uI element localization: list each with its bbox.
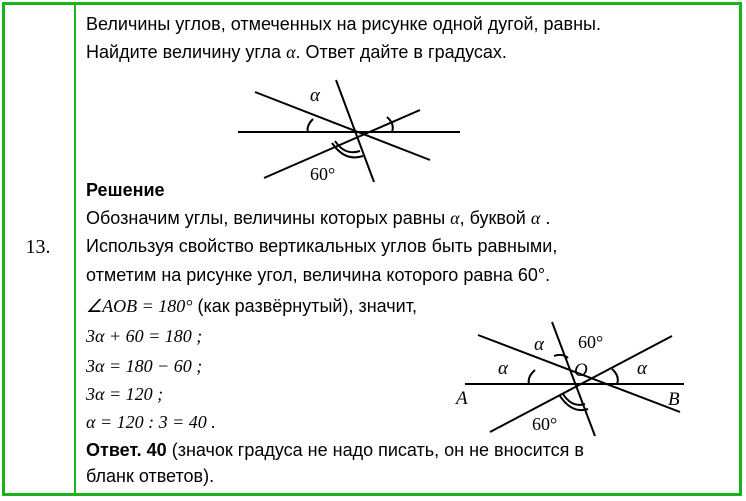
figure2-angle-label-bottom: 60° (532, 414, 558, 434)
solution-line4-text: (как развёрнутый), значит, (197, 296, 417, 316)
equation-1: 3α + 60 = 180 ; (86, 326, 203, 346)
solution-line1-alpha1: α (450, 208, 460, 228)
solution-line1-b: , буквой (459, 208, 526, 228)
column-divider (74, 2, 76, 496)
figure2-point-o: O (574, 360, 588, 381)
figure2-angle-label-top: 60° (578, 332, 604, 352)
statement-text-b: . Ответ дайте в градусах. (295, 42, 507, 62)
answer-label: Ответ. (86, 440, 142, 460)
statement-text-a: Найдите величину угла (86, 42, 282, 62)
answer-note-line1: (значок градуса не надо писать, он не вносится в (171, 440, 584, 460)
solution-line1-a: Обозначим углы, величины которых равны (86, 208, 446, 228)
figure2-alpha-right: α (637, 358, 647, 379)
answer-line (86, 438, 584, 462)
solution-line3: отметим на рисунке угол, величина которого равна 60°. (86, 265, 551, 285)
solution-line2: Используя свойство вертикальных углов быть равными, (86, 236, 558, 256)
solution-line1 (86, 206, 550, 230)
problem-statement-line1: Величины углов, отмеченных на рисунке одной дугой, равны. (86, 14, 601, 34)
problem-number: 13. (25, 236, 51, 258)
figure2-alpha-top: α (534, 334, 544, 355)
solution-line1-alpha2: α (530, 208, 541, 228)
figure2-point-b: B (668, 389, 680, 410)
solution-line1-c: . (545, 208, 551, 228)
figure2-point-a: A (456, 388, 468, 409)
figure1-alpha-label: α (310, 85, 320, 106)
equation-3: 3α = 120 ; (86, 384, 164, 404)
problem-statement-line2 (86, 40, 507, 64)
figure2-alpha-left: α (498, 358, 508, 379)
answer-note-line2: бланк ответов). (86, 466, 215, 486)
angle-aob-equation: ∠AOB = 180° (86, 296, 193, 316)
statement-alpha: α (286, 42, 296, 62)
solution-line4 (86, 294, 417, 318)
figure1-angle-label: 60° (310, 164, 336, 184)
solution-heading: Решение (86, 180, 165, 200)
equation-2: 3α = 180 − 60 ; (86, 356, 203, 376)
answer-value: 40 (146, 440, 167, 460)
equation-4: α = 120 : 3 = 40 . (86, 412, 216, 432)
